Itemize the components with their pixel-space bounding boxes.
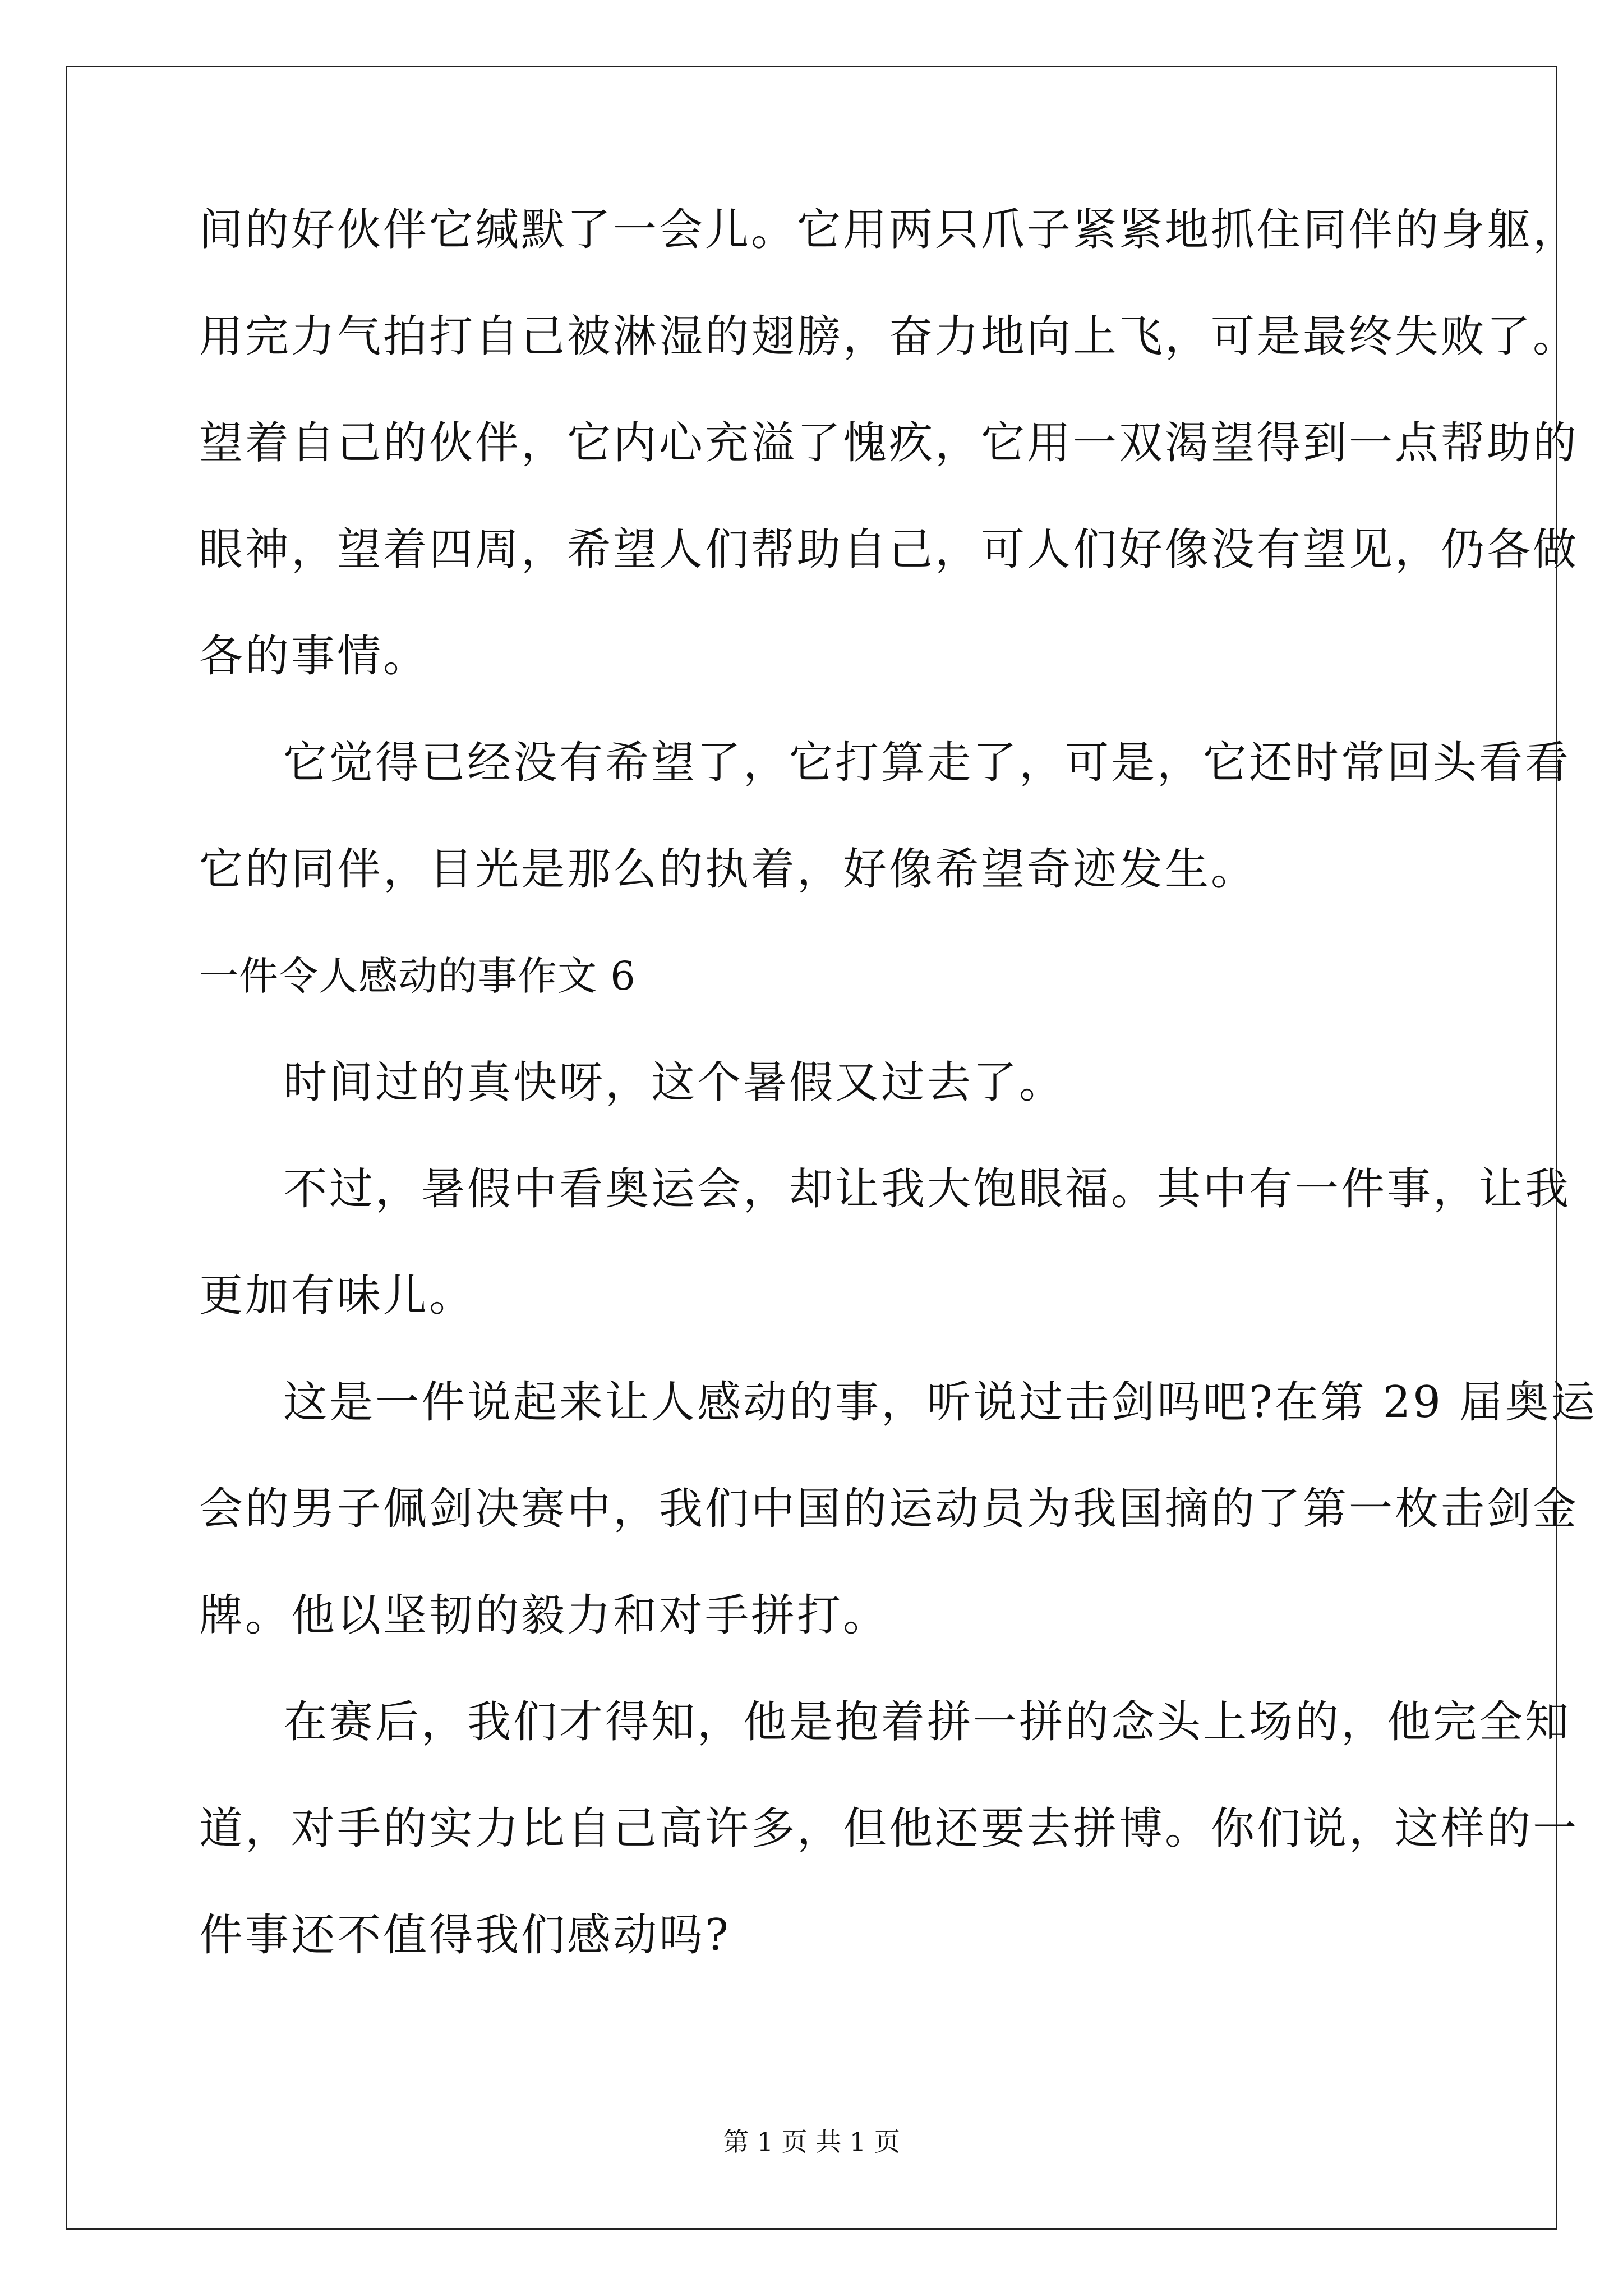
text-line: 望着自己的伙伴，它内心充溢了愧疚，它用一双渴望得到一点帮助的: [199, 418, 1579, 468]
text-line: 间的好伙伴它缄默了一会儿。它用两只爪子紧紧地抓住同伴的身躯，: [199, 205, 1579, 255]
text-line: 会的男子佩剑决赛中，我们中国的运动员为我国摘的了第一枚击剑金: [199, 1484, 1579, 1534]
section-title: 一件令人感动的事作文 6: [199, 953, 636, 999]
text-line: 各的事情。: [199, 631, 430, 682]
text-line: 在赛后，我们才得知，他是抱着拼一拼的念头上场的，他完全知: [283, 1697, 1571, 1747]
text-line: 它觉得已经没有希望了，它打算走了，可是，它还时常回头看看: [283, 738, 1571, 788]
text-line: 不过，暑假中看奥运会，却让我大饱眼福。其中有一件事，让我: [283, 1164, 1571, 1214]
text-line: 这是一件说起来让人感动的事，听说过击剑吗吧?在第 29 届奥运: [283, 1377, 1597, 1428]
text-line: 更加有味儿。: [199, 1271, 476, 1321]
document-body: [199, 205, 1597, 2019]
text-line: 牌。他以坚韧的毅力和对手拼打。: [199, 1590, 889, 1641]
page-footer: 第 1 页 共 1 页: [723, 2127, 900, 2157]
text-line: 用完力气拍打自己被淋湿的翅膀，奋力地向上飞，可是最终失败了。: [199, 311, 1579, 362]
text-line: 件事还不值得我们感动吗?: [199, 1910, 731, 1961]
text-line: 眼神，望着四周，希望人们帮助自己，可人们好像没有望见，仍各做: [199, 524, 1579, 575]
text-line: 时间过的真快呀，这个暑假又过去了。: [283, 1057, 1066, 1108]
text-line: 它的同伴，目光是那么的执着，好像希望奇迹发生。: [199, 844, 1257, 895]
text-line: 道，对手的实力比自己高许多，但他还要去拼博。你们说，这样的一: [199, 1803, 1579, 1854]
